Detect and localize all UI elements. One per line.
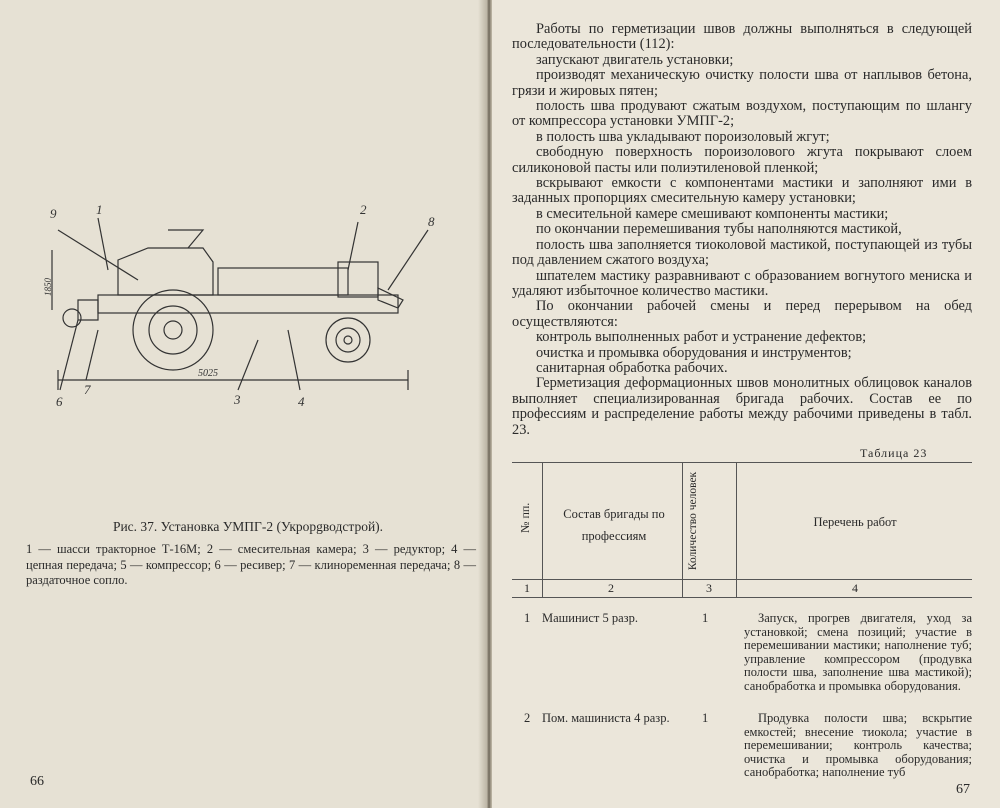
column-number-row <box>512 579 972 598</box>
row-count: 1 <box>702 611 709 625</box>
header-works: Перечень работ <box>813 515 897 529</box>
paragraph: полость шва заполняется тиоколовой мастикой, поступающей из тубы под давлением сжатого воздуха; <box>512 236 972 269</box>
row-works: Продувка полости шва; вскрытие емкостей; внесение тиокола; участие в перемешивании; контроль качества; очистка и промывка оборудования; санобработка; наполнение туб <box>744 711 972 780</box>
left-page <box>0 0 488 808</box>
paragraph: производят механическую очистку полости шва от наплывов бетона, грязи и жировых пятен; <box>512 67 972 99</box>
callout-7: 7 <box>84 382 91 397</box>
paragraph: полость шва продувают сжатым воздухом, поступающим по шлангу от компрессора установки УМПГ-2; <box>512 98 972 130</box>
column-number: 3 <box>706 581 712 595</box>
paragraph: Работы по герметизации швов должны выполняться в следующей последовательности (112): <box>512 21 972 53</box>
dimension-5025: 5025 <box>198 368 218 379</box>
paragraph: в смесительной камере смешивают компоненты мастики; <box>536 205 889 222</box>
page-number-left: 66 <box>30 774 44 789</box>
callout-2: 2 <box>360 202 367 217</box>
row-count: 1 <box>702 711 709 725</box>
paragraph: вскрывают емкости с компонентами мастики и заполняют ими в заданных пропорциях смесительную камеру установки; <box>512 175 972 207</box>
tractor-drawing <box>38 200 448 420</box>
paragraph: контроль выполненных работ и устранение дефектов; <box>536 329 867 346</box>
dimension-1850: 1850 <box>43 278 53 296</box>
callout-8: 8 <box>428 214 435 229</box>
paragraph: По окончании рабочей смены и перед перерывом на обед осуществляются: <box>512 298 972 330</box>
paragraph: шпателем мастику разравнивают с образованием вогнутого мениска и удаляют избыточное количество мастики. <box>512 267 972 299</box>
row-num: 1 <box>524 611 531 625</box>
paragraph: запускают двигатель установки; <box>536 51 734 68</box>
callout-9: 9 <box>50 206 57 221</box>
header-composition: Состав бригады по профессиям <box>563 507 665 543</box>
header-count: Количество человек <box>687 471 699 571</box>
body-text <box>512 22 972 438</box>
table-label: Таблица 23 <box>860 446 928 460</box>
paragraph: по окончании перемешивания тубы наполняются мастикой, <box>536 221 902 238</box>
figure-legend: 1 — шасси тракторное Т-16М; 2 — смесительная камера; 3 — редуктор; 4 — цепная передача; 5 — компрессор; 6 — ресивер; 7 — клиноременная передача; 8 — раздаточное сопло. <box>26 542 476 587</box>
paragraph: в полость шва укладывают пороизоловый жгут; <box>536 128 830 145</box>
callout-4: 4 <box>298 394 305 409</box>
row-profession: Машинист 5 разр. <box>542 611 638 625</box>
column-number: 4 <box>852 581 858 595</box>
paragraph: очистка и промывка оборудования и инструментов; <box>536 344 852 361</box>
paragraph: Герметизация деформационных швов монолитных облицовок каналов выполняет специализированная бригада рабочих. Состав ее по профессиям и распределение работы между рабочими приведены в табл. 23. <box>512 375 972 438</box>
row-works: Запуск, прогрев двигателя, уход за установкой; смена позиций; участие в перемешивании мастики; наполнение туб; управление компрессором (продувка полости шва, заполнение шва мастикой); санобработка и промывка оборудования. <box>744 611 972 693</box>
table-header <box>512 462 972 598</box>
row-num: 2 <box>524 711 531 725</box>
figure-caption: Рис. 37. Установка УМПГ-2 (Укрорgводстрой). <box>112 519 384 534</box>
header-num: № пп. <box>518 502 532 533</box>
paragraph: санитарная обработка рабочих. <box>536 359 728 376</box>
callout-3: 3 <box>234 392 241 407</box>
page-number-right: 67 <box>956 782 970 797</box>
callout-6: 6 <box>56 394 63 409</box>
figure-umpg2-installation <box>38 200 448 420</box>
front-wheel <box>326 318 370 362</box>
callout-1: 1 <box>96 202 103 217</box>
rear-wheel <box>133 290 213 370</box>
column-number: 2 <box>608 581 614 595</box>
paragraph: свободную поверхность пороизолового жгута покрывают слоем силиконовой пасты или полиэтиленовой пленкой; <box>512 144 972 176</box>
column-number: 1 <box>524 581 530 595</box>
table-23 <box>512 462 972 780</box>
row-profession: Пом. машиниста 4 разр. <box>542 711 670 725</box>
